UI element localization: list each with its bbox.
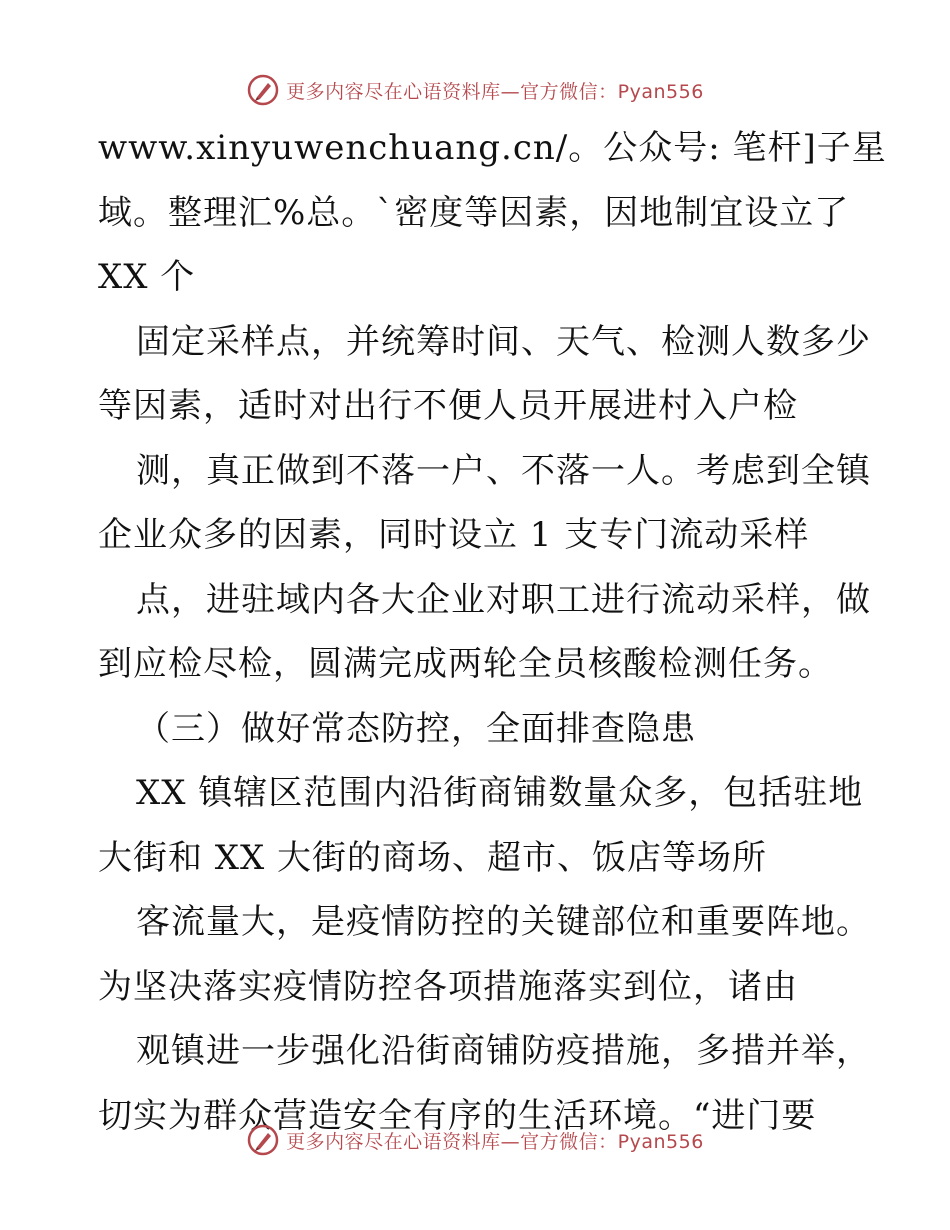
text-line: （三）做好常态防控，全面排查隐患 [136,708,696,749]
document-body [98,124,887,1156]
text-line: 固定采样点，并统筹时间、天气、检测人数多少 [136,321,871,362]
header-banner [0,70,950,110]
text-line: 客流量大，是疫情防控的关键部位和重要阵地。 [136,902,871,942]
footer-banner [0,1120,950,1160]
text-line: 切实为群众营造安全有序的生活环境。“进门要 [98,1095,817,1136]
footer-banner-text: 更多内容尽在心语资料库—官方微信：Pyan556 [286,1130,704,1153]
pen-logo-icon [246,1123,280,1157]
text-line: XX 镇辖区范围内沿街商铺数量众多，包括驻地 [136,773,864,813]
header-banner-text: 更多内容尽在心语资料库—官方微信：Pyan556 [286,80,704,103]
text-line: www.xinyuwenchuang.cn/。公众号: 笔杆]子星 [98,128,887,168]
text-line: 到应检尽检，圆满完成两轮全员核酸检测任务。 [98,644,833,684]
text-line: 点，进驻域内各大企业对职工进行流动采样，做 [136,579,871,620]
text-line: 观镇进一步强化沿街商铺防疫措施，多措并举， [136,1031,871,1071]
pen-logo-icon [246,73,280,107]
text-line: 大街和 XX 大街的商场、超市、饭店等场所 [98,837,768,878]
text-line: 等因素，适时对出行不便人员开展进村入户检 [98,386,798,426]
text-line: 企业众多的因素，同时设立 1 支专门流动采样 [98,515,810,555]
text-line: 域。整理汇%总。`密度等因素，因地制宜设立了 [98,192,850,233]
text-line: XX 个 [98,257,196,297]
text-line: 为坚决落实疫情防控各项措施落实到位，诸由 [98,966,798,1007]
text-line: 测，真正做到不落一户、不落一人。考虑到全镇 [136,450,871,491]
